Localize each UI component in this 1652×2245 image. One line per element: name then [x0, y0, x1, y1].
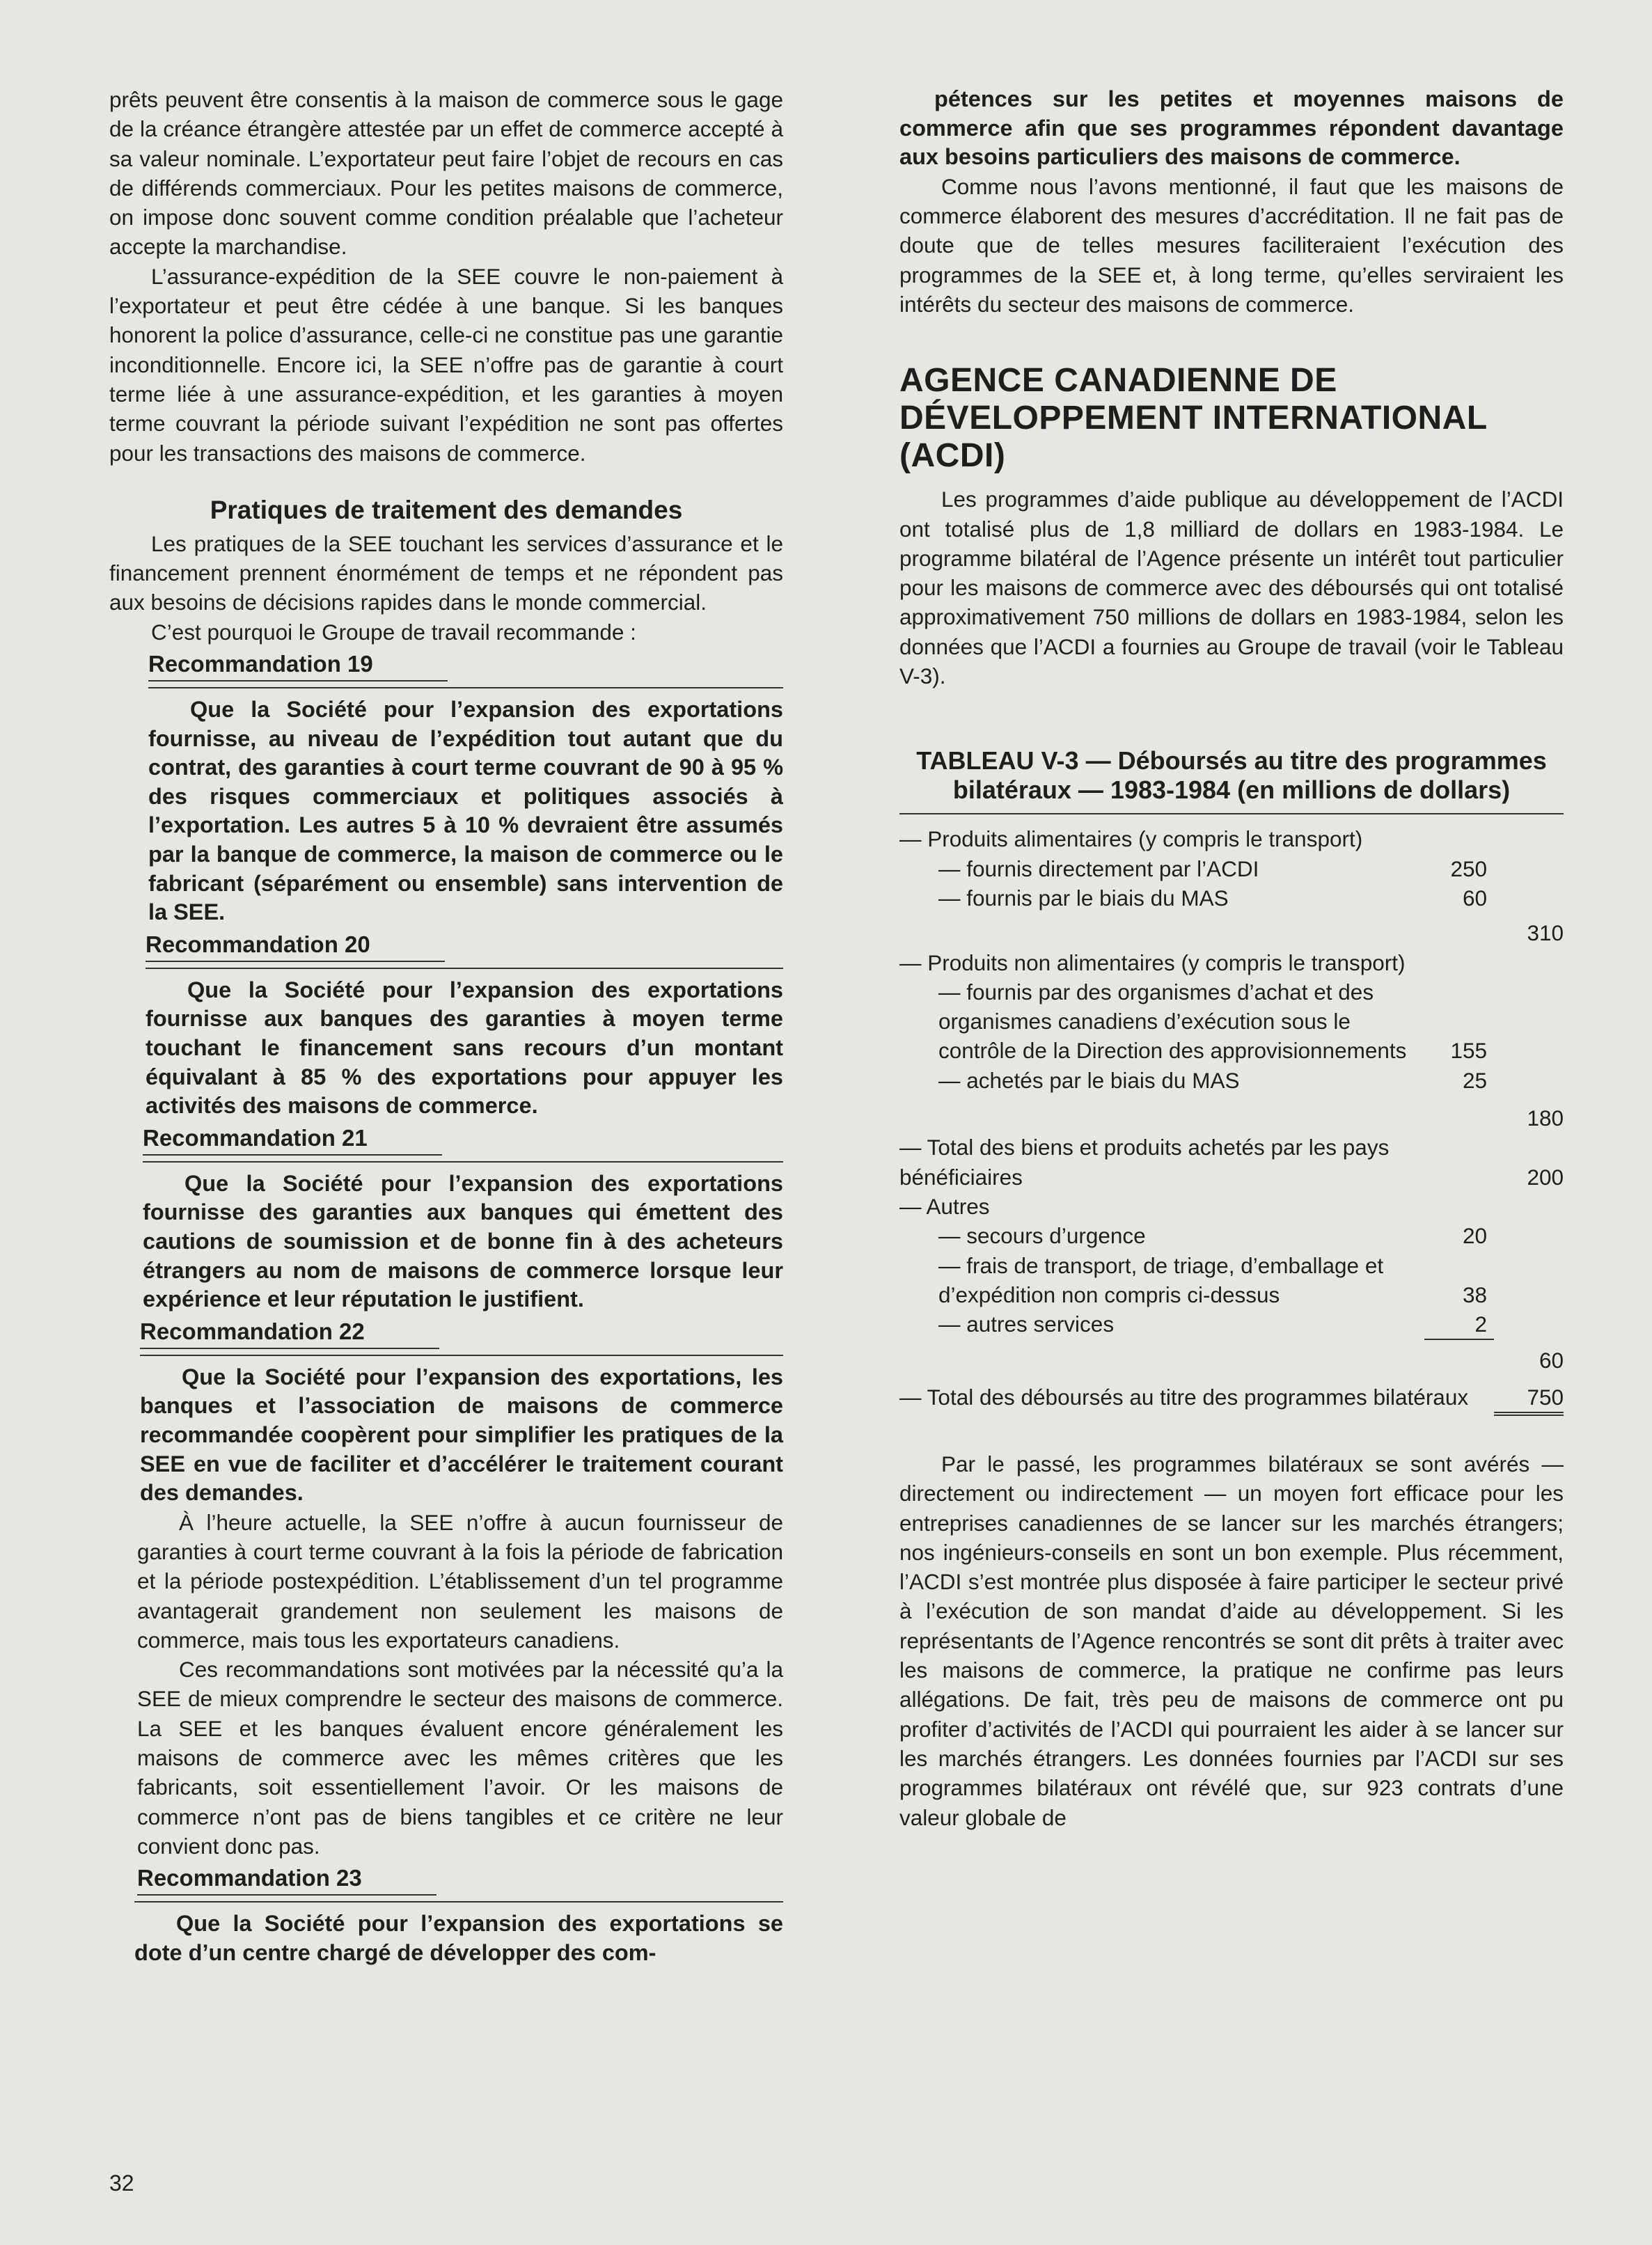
table-row [899, 1251, 1564, 1310]
paragraph: L’assurance-expédition de la SEE couvre le non-paiement à l’exportateur et peut être cédée à une banque. Si les banques honorent la police d’assurance, celle-ci ne constitue pas une garantie inconditionnelle. Encore ici, la SEE n’offre pas de garantie à court terme liée à une assurance-expédition, et les garanties à moyen terme couvrant la période suivant l’expédition ne sont pas offertes pour les transactions des maisons de commerce. [109, 263, 783, 466]
recommendation-text: Que la Société pour l’expansion des exportations fournisse des garanties aux banques qui émettent des cautions de soumission et de bonne fin à des acheteurs étrangers au nom de maisons de commerce lorsque leur expérience et leur réputation le justifient. [143, 1170, 783, 1312]
row-total: 180 [1527, 1105, 1564, 1131]
table-row [899, 918, 1564, 947]
paragraph: prêts peuvent être consentis à la maison de commerce sous le gage de la créance étrangère attestée par un effet de commerce accepté à sa valeur nominale. L’exportateur peut faire l’objet de recours en cas de différends commerciaux. Pour les petites maisons de commerce, on impose donc souvent comme condition préalable que l’acheteur accepte la marchandise. [109, 87, 783, 260]
row-label: — fournis directement par l’ACDI [938, 856, 1259, 881]
paragraph: Les pratiques de la SEE touchant les services d’assurance et le financement prennent énormément de temps et ne répondent pas aux besoins de décisions rapides dans le monde commercial. [109, 530, 783, 615]
table-row [899, 1133, 1564, 1192]
row-label: — Total des déboursés au titre des programmes bilatéraux [899, 1384, 1469, 1410]
row-total: 310 [1527, 920, 1564, 946]
row-total: 200 [1527, 1164, 1564, 1190]
recommendation-heading: Recommandation 21 [143, 1124, 442, 1156]
table-row [899, 854, 1564, 883]
table-row [899, 1346, 1564, 1375]
disbursements-table [899, 813, 1564, 1416]
row-label: — Produits alimentaires (y compris le transport) [899, 826, 1363, 852]
table-row [899, 1309, 1564, 1339]
recommendation-text: Que la Société pour l’expansion des exportations, les banques et l’association de maisons de commerce recommandée coopèrent pour simplifier les pratiques de la SEE en vue de faciliter et d’accélérer le traitement courant des demandes. [140, 1364, 783, 1506]
recommendation-heading: Recommandation 20 [145, 930, 445, 962]
row-total: 750 [1527, 1384, 1564, 1410]
agency-heading: AGENCE CANADIENNE DE DÉVELOPPEMENT INTERNATIONAL (ACDI) [899, 362, 1487, 475]
row-value: 38 [1462, 1282, 1487, 1307]
recommendation-body [134, 1901, 783, 1967]
left-column [109, 85, 783, 1967]
row-label: — fournis par des organismes d’achat et des organismes canadiens d’exécution sous le contrôle de la Direction des approvisionnements [938, 979, 1407, 1064]
recommendation-body [148, 687, 783, 927]
section-heading: Pratiques de traitement des demandes [210, 495, 683, 524]
recommendation-body [145, 968, 783, 1121]
row-label: — frais de transport, de triage, d’emballage et d’expédition non compris ci-dessus [938, 1252, 1384, 1307]
row-label: — achetés par le biais du MAS [938, 1067, 1240, 1093]
row-label: — Total des biens et produits achetés par les pays bénéficiaires [899, 1135, 1390, 1190]
paragraph: Comme nous l’avons mentionné, il faut que les maisons de commerce élaborent des mesures d’accréditation. Il ne fait pas de doute que de telles mesures faciliteraient l’exécution des programmes de la SEE et, à long terme, qu’elles serviraient les intérêts du secteur des maisons de commerce. [899, 173, 1564, 317]
subtotal-rule [1424, 1339, 1494, 1340]
table-title: TABLEAU V-3 — Déboursés au titre des programmes bilatéraux — 1983-1984 (en millions de dollars) [916, 746, 1547, 805]
row-label: — fournis par le biais du MAS [938, 885, 1229, 911]
row-label: — Autres [899, 1193, 990, 1219]
row-label: — Produits non alimentaires (y compris le transport) [899, 950, 1406, 975]
table-row [899, 1066, 1564, 1095]
table-row [899, 883, 1564, 913]
table-row [899, 824, 1564, 853]
recommendation-text: pétences sur les petites et moyennes maisons de commerce afin que ses programmes répondent davantage aux besoins particuliers des maisons de commerce. [899, 86, 1564, 170]
table-row [899, 1192, 1564, 1221]
recommendation-body [140, 1355, 783, 1508]
table-row [899, 1339, 1564, 1340]
paragraph: Ces recommandations sont motivées par la nécessité qu’a la SEE de mieux comprendre le secteur des maisons de commerce. La SEE et les banques évaluent encore généralement les maisons de commerce avec les mêmes critères que les fabricants, soit essentiellement l’avoir. Or les maisons de commerce n’ont pas de biens tangibles et ce critère ne leur convient donc pas. [137, 1657, 783, 1859]
row-value: 25 [1462, 1067, 1487, 1093]
row-total: 60 [1539, 1348, 1564, 1373]
recommendation-text: Que la Société pour l’expansion des exportations fournisse aux banques des garanties à moyen terme touchant le financement sans recours d’un montant équivalant à 85 % des exportations pour appuyer les activités des maisons de commerce. [145, 977, 783, 1119]
row-value: 2 [1474, 1311, 1487, 1337]
paragraph: Les programmes d’aide publique au développement de l’ACDI ont totalisé plus de 1,8 milliard de dollars en 1983-1984. Le programme bilatéral de l’Agence présente un intérêt tout particulier pour les maisons de commerce avec des déboursés qui ont totalisé approximativement 750 millions de dollars en 1983-1984, selon les données que l’ACDI a fournies au Groupe de travail (voir le Tableau V-3). [899, 487, 1564, 689]
right-column [899, 85, 1564, 1832]
row-value: 155 [1450, 1038, 1487, 1064]
table-row [899, 1103, 1564, 1133]
table-row [899, 1383, 1564, 1412]
row-label: — secours d’urgence [938, 1223, 1146, 1249]
paragraph: C’est pourquoi le Groupe de travail recommande : [151, 619, 636, 645]
recommendation-heading: Recommandation 23 [137, 1864, 436, 1896]
table-row [899, 977, 1564, 1066]
recommendation-heading: Recommandation 19 [148, 649, 448, 682]
row-value: 250 [1450, 856, 1487, 881]
row-value: 20 [1462, 1223, 1487, 1249]
row-value: 60 [1462, 885, 1487, 911]
recommendation-heading: Recommandation 22 [140, 1317, 439, 1349]
paragraph: Par le passé, les programmes bilatéraux se sont avérés — directement ou indirectement — un moyen fort efficace pour les entreprises canadiennes de se lancer sur les marchés étrangers; nos ingénieurs-conseils en sont un bon exemple. Plus récemment, l’ACDI s’est montrée plus disposée à faire participer le secteur privé à l’exécution de son mandat d’aide au développement. Si les représentants de l’Agence rencontrés se sont dit prêts à traiter avec les maisons de commerce, la pratique ne confirme pas leurs allégations. De fait, très peu de maisons de commerce ont pu profiter d’activités de l’ACDI qui pourraient les aider à se lancer sur les marchés étrangers. Les données fournies par l’ACDI sur ses programmes bilatéraux ont révélé que, sur 923 contrats d’une valeur globale de [899, 1451, 1564, 1830]
page-number: 32 [109, 2171, 134, 2196]
table-row [899, 1412, 1564, 1416]
recommendation-text: Que la Société pour l’expansion des exportations fournisse, au niveau de l’expédition tout autant que du contrat, des garanties à court terme couvrant de 90 à 95 % des risques commerciaux et politiques associés à l’exportation. Les autres 5 à 10 % devraient être assumés par la banque de commerce, la maison de commerce ou le fabricant (séparément ou ensemble) sans intervention de la SEE. [148, 697, 783, 925]
table-row [899, 1221, 1564, 1250]
table-row [899, 948, 1564, 977]
recommendation-body [143, 1161, 783, 1314]
recommendation-text: Que la Société pour l’expansion des exportations se dote d’un centre chargé de développer des com- [134, 1911, 783, 1965]
paragraph: À l’heure actuelle, la SEE n’offre à aucun fournisseur de garanties à court terme couvrant à la fois la période de fabrication et la période postexpédition. L’établissement d’un tel programme avantagerait grandement non seulement les maisons de commerce, mais tous les exportateurs canadiens. [137, 1509, 783, 1653]
total-double-rule [1494, 1412, 1564, 1416]
row-label: — autres services [938, 1311, 1115, 1337]
